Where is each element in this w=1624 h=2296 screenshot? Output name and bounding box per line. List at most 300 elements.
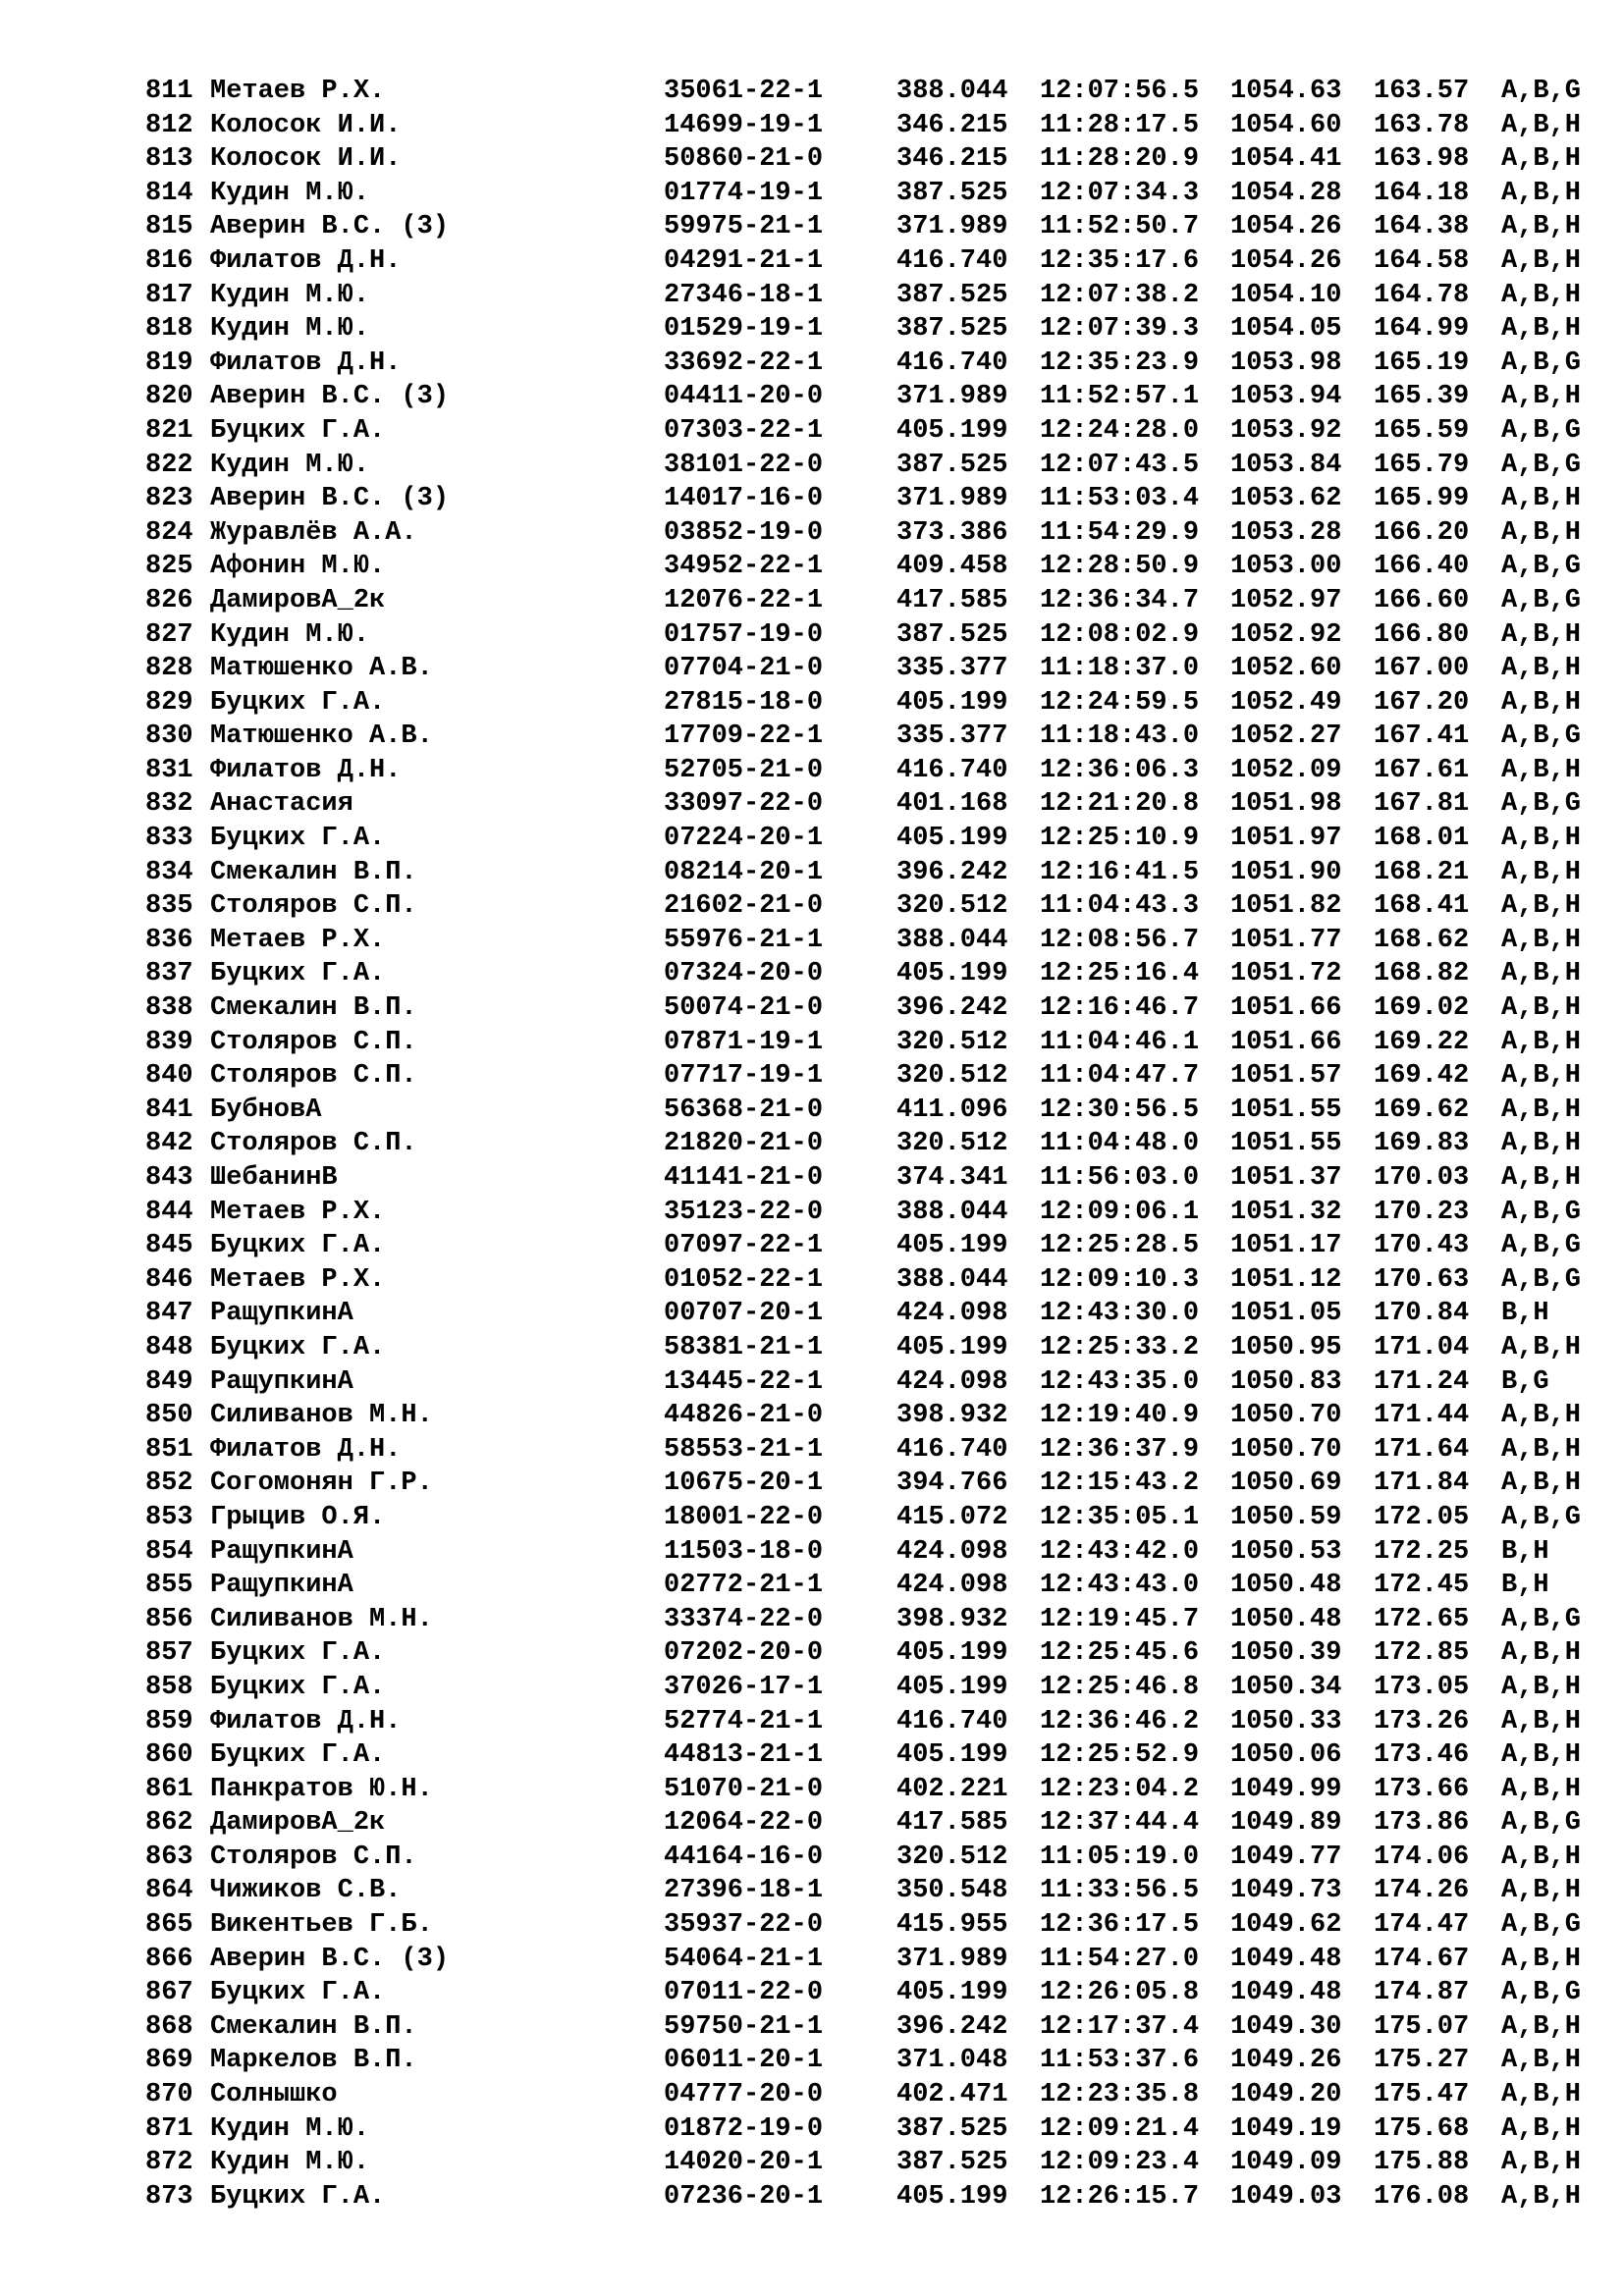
row-number: 856	[145, 1604, 193, 1634]
speed: 1053.62	[1230, 484, 1342, 514]
distance: 417.585	[896, 1808, 1008, 1839]
points: 174.67	[1374, 1944, 1470, 1974]
speed: 1051.66	[1230, 1027, 1342, 1057]
groups: A,B,H	[1501, 178, 1582, 208]
speed: 1050.06	[1230, 1740, 1342, 1771]
row-number: 835	[145, 891, 193, 922]
groups: A,B,G	[1501, 1502, 1582, 1532]
points: 167.61	[1374, 755, 1470, 785]
distance: 409.458	[896, 552, 1008, 582]
points: 169.83	[1374, 1129, 1470, 1159]
speed: 1050.59	[1230, 1502, 1342, 1532]
participant-name: РащупкинА	[210, 1299, 353, 1329]
groups: A,B,H	[1501, 280, 1582, 310]
participant-name: Смекалин В.П.	[210, 993, 417, 1024]
speed: 1051.82	[1230, 891, 1342, 922]
row-number: 858	[145, 1672, 193, 1702]
arrival-time: 12:36:17.5	[1040, 1910, 1200, 1941]
points: 165.19	[1374, 347, 1470, 378]
ring-code: 10675-20-1	[664, 1468, 824, 1499]
groups: A,B,G	[1501, 721, 1582, 752]
groups: B,H	[1501, 1299, 1549, 1329]
ring-code: 01757-19-0	[664, 619, 824, 650]
groups: A,B,H	[1501, 517, 1582, 548]
speed: 1052.49	[1230, 687, 1342, 718]
participant-name: Буцких Г.А.	[210, 824, 386, 854]
ring-code: 38101-22-0	[664, 450, 824, 480]
groups: A,B,H	[1501, 2148, 1582, 2178]
ring-code: 44164-16-0	[664, 1842, 824, 1872]
ring-code: 56368-21-0	[664, 1095, 824, 1125]
groups: A,B,H	[1501, 959, 1582, 989]
table-row	[145, 754, 1619, 788]
row-number: 869	[145, 2046, 193, 2076]
groups: A,B,H	[1501, 1706, 1582, 1736]
arrival-time: 12:25:28.5	[1040, 1231, 1200, 1261]
groups: A,B,H	[1501, 212, 1582, 242]
row-number: 817	[145, 280, 193, 310]
participant-name: Филатов Д.Н.	[210, 1706, 402, 1736]
ring-code: 07097-22-1	[664, 1231, 824, 1261]
speed: 1053.00	[1230, 552, 1342, 582]
arrival-time: 12:16:41.5	[1040, 857, 1200, 887]
distance: 346.215	[896, 110, 1008, 140]
distance: 405.199	[896, 687, 1008, 718]
participant-name: Аверин В.С. (3)	[210, 382, 450, 412]
row-number: 837	[145, 959, 193, 989]
groups: A,B,H	[1501, 619, 1582, 650]
speed: 1053.92	[1230, 415, 1342, 446]
arrival-time: 11:52:50.7	[1040, 212, 1200, 242]
ring-code: 52774-21-1	[664, 1706, 824, 1736]
distance: 388.044	[896, 1264, 1008, 1295]
distance: 320.512	[896, 1061, 1008, 1092]
distance: 335.377	[896, 654, 1008, 684]
speed: 1049.09	[1230, 2148, 1342, 2178]
arrival-time: 12:43:35.0	[1040, 1366, 1200, 1397]
groups: A,B,H	[1501, 1027, 1582, 1057]
arrival-time: 12:17:37.4	[1040, 2011, 1200, 2042]
distance: 416.740	[896, 245, 1008, 276]
groups: B,H	[1501, 1536, 1549, 1567]
speed: 1054.05	[1230, 314, 1342, 345]
speed: 1051.98	[1230, 789, 1342, 820]
participant-name: ДамировА_2к	[210, 1808, 386, 1839]
arrival-time: 11:53:37.6	[1040, 2046, 1200, 2076]
table-row	[145, 856, 1619, 890]
arrival-time: 12:08:02.9	[1040, 619, 1200, 650]
distance: 411.096	[896, 1095, 1008, 1125]
table-row	[145, 1196, 1619, 1230]
participant-name: Метаев Р.Х.	[210, 1197, 386, 1227]
table-row	[145, 2146, 1619, 2180]
row-number: 861	[145, 1774, 193, 1804]
ring-code: 12064-22-0	[664, 1808, 824, 1839]
arrival-time: 12:30:56.5	[1040, 1095, 1200, 1125]
participant-name: Матюшенко А.В.	[210, 721, 433, 752]
participant-name: Буцких Г.А.	[210, 415, 386, 446]
arrival-time: 12:21:20.8	[1040, 789, 1200, 820]
distance: 416.740	[896, 347, 1008, 378]
ring-code: 01529-19-1	[664, 314, 824, 345]
groups: A,B,H	[1501, 824, 1582, 854]
distance: 416.740	[896, 1434, 1008, 1465]
distance: 416.740	[896, 755, 1008, 785]
speed: 1051.12	[1230, 1264, 1342, 1295]
distance: 417.585	[896, 585, 1008, 615]
arrival-time: 12:37:44.4	[1040, 1808, 1200, 1839]
row-number: 836	[145, 925, 193, 955]
participant-name: ШебанинВ	[210, 1163, 338, 1193]
ring-code: 58553-21-1	[664, 1434, 824, 1465]
points: 175.88	[1374, 2148, 1470, 2178]
groups: A,B,H	[1501, 110, 1582, 140]
arrival-time: 11:54:29.9	[1040, 517, 1200, 548]
groups: A,B,H	[1501, 144, 1582, 175]
points: 168.01	[1374, 824, 1470, 854]
points: 170.03	[1374, 1163, 1470, 1193]
participant-name: Маркелов В.П.	[210, 2046, 417, 2076]
row-number: 828	[145, 654, 193, 684]
table-row	[145, 1501, 1619, 1535]
points: 172.45	[1374, 1571, 1470, 1601]
speed: 1050.39	[1230, 1638, 1342, 1669]
row-number: 813	[145, 144, 193, 175]
arrival-time: 12:16:46.7	[1040, 993, 1200, 1024]
points: 169.42	[1374, 1061, 1470, 1092]
points: 164.18	[1374, 178, 1470, 208]
speed: 1051.32	[1230, 1197, 1342, 1227]
participant-name: Метаев Р.Х.	[210, 1264, 386, 1295]
arrival-time: 12:36:06.3	[1040, 755, 1200, 785]
table-row	[145, 1841, 1619, 1875]
row-number: 850	[145, 1401, 193, 1431]
ring-code: 04777-20-0	[664, 2080, 824, 2110]
row-number: 866	[145, 1944, 193, 1974]
ring-code: 59750-21-1	[664, 2011, 824, 2042]
distance: 396.242	[896, 857, 1008, 887]
table-row	[145, 1943, 1619, 1977]
table-row	[145, 482, 1619, 516]
ring-code: 04411-20-0	[664, 382, 824, 412]
participant-name: Смекалин В.П.	[210, 857, 417, 887]
arrival-time: 12:35:17.6	[1040, 245, 1200, 276]
ring-code: 07704-21-0	[664, 654, 824, 684]
points: 167.81	[1374, 789, 1470, 820]
speed: 1054.26	[1230, 245, 1342, 276]
row-number: 844	[145, 1197, 193, 1227]
groups: A,B,H	[1501, 245, 1582, 276]
ring-code: 50074-21-0	[664, 993, 824, 1024]
distance: 387.525	[896, 2148, 1008, 2178]
groups: A,B,H	[1501, 1672, 1582, 1702]
speed: 1054.28	[1230, 178, 1342, 208]
arrival-time: 11:53:03.4	[1040, 484, 1200, 514]
speed: 1051.72	[1230, 959, 1342, 989]
table-row	[145, 957, 1619, 991]
row-number: 848	[145, 1332, 193, 1362]
points: 165.99	[1374, 484, 1470, 514]
arrival-time: 11:52:57.1	[1040, 382, 1200, 412]
points: 173.66	[1374, 1774, 1470, 1804]
table-row	[145, 1127, 1619, 1161]
arrival-time: 11:04:48.0	[1040, 1129, 1200, 1159]
row-number: 839	[145, 1027, 193, 1057]
distance: 402.221	[896, 1774, 1008, 1804]
row-number: 820	[145, 382, 193, 412]
distance: 371.989	[896, 1944, 1008, 1974]
ring-code: 21820-21-0	[664, 1129, 824, 1159]
distance: 405.199	[896, 1978, 1008, 2008]
distance: 415.072	[896, 1502, 1008, 1532]
groups: A,B,G	[1501, 415, 1582, 446]
groups: A,B,G	[1501, 552, 1582, 582]
speed: 1052.09	[1230, 755, 1342, 785]
points: 171.24	[1374, 1366, 1470, 1397]
table-row	[145, 210, 1619, 244]
participant-name: Кудин М.Ю.	[210, 619, 370, 650]
groups: A,B,H	[1501, 1434, 1582, 1465]
table-row	[145, 1059, 1619, 1094]
ring-code: 35061-22-1	[664, 77, 824, 106]
points: 163.57	[1374, 77, 1470, 106]
ring-code: 14017-16-0	[664, 484, 824, 514]
groups: A,B,H	[1501, 1740, 1582, 1771]
ring-code: 34952-22-1	[664, 552, 824, 582]
distance: 405.199	[896, 415, 1008, 446]
distance: 388.044	[896, 1197, 1008, 1227]
speed: 1054.10	[1230, 280, 1342, 310]
ring-code: 01774-19-1	[664, 178, 824, 208]
table-row	[145, 822, 1619, 856]
table-row	[145, 1535, 1619, 1570]
arrival-time: 12:43:43.0	[1040, 1571, 1200, 1601]
row-number: 871	[145, 2113, 193, 2144]
groups: A,B,G	[1501, 1197, 1582, 1227]
groups: A,B,H	[1501, 382, 1582, 412]
arrival-time: 12:08:56.7	[1040, 925, 1200, 955]
speed: 1053.28	[1230, 517, 1342, 548]
arrival-time: 12:19:40.9	[1040, 1401, 1200, 1431]
table-row	[145, 1229, 1619, 1263]
row-number: 857	[145, 1638, 193, 1669]
row-number: 815	[145, 212, 193, 242]
groups: A,B,H	[1501, 1332, 1582, 1362]
participant-name: Столяров С.П.	[210, 891, 417, 922]
participant-name: РащупкинА	[210, 1571, 353, 1601]
table-row	[145, 2010, 1619, 2045]
row-number: 846	[145, 1264, 193, 1295]
table-row	[145, 177, 1619, 211]
groups: A,B,H	[1501, 1401, 1582, 1431]
points: 168.21	[1374, 857, 1470, 887]
row-number: 824	[145, 517, 193, 548]
points: 164.58	[1374, 245, 1470, 276]
points: 167.20	[1374, 687, 1470, 718]
participant-name: Столяров С.П.	[210, 1842, 417, 1872]
table-row	[145, 2180, 1619, 2215]
participant-name: Панкратов Ю.Н.	[210, 1774, 433, 1804]
speed: 1053.84	[1230, 450, 1342, 480]
speed: 1051.05	[1230, 1299, 1342, 1329]
table-row	[145, 380, 1619, 414]
speed: 1052.92	[1230, 619, 1342, 650]
table-row	[145, 618, 1619, 653]
groups: A,B,G	[1501, 1604, 1582, 1634]
distance: 396.242	[896, 2011, 1008, 2042]
row-number: 812	[145, 110, 193, 140]
points: 170.63	[1374, 1264, 1470, 1295]
row-number: 834	[145, 857, 193, 887]
arrival-time: 12:28:50.9	[1040, 552, 1200, 582]
row-number: 821	[145, 415, 193, 446]
row-number: 865	[145, 1910, 193, 1941]
distance: 396.242	[896, 993, 1008, 1024]
participant-name: Столяров С.П.	[210, 1027, 417, 1057]
ring-code: 21602-21-0	[664, 891, 824, 922]
participant-name: Колосок И.И.	[210, 144, 402, 175]
arrival-time: 11:56:03.0	[1040, 1163, 1200, 1193]
groups: A,B,H	[1501, 2080, 1582, 2110]
participant-name: Метаев Р.Х.	[210, 925, 386, 955]
participant-name: Аверин В.С. (3)	[210, 484, 450, 514]
points: 166.40	[1374, 552, 1470, 582]
row-number: 811	[145, 77, 193, 106]
ring-code: 08214-20-1	[664, 857, 824, 887]
arrival-time: 12:19:45.7	[1040, 1604, 1200, 1634]
ring-code: 07224-20-1	[664, 824, 824, 854]
table-row	[145, 1773, 1619, 1807]
distance: 320.512	[896, 1129, 1008, 1159]
row-number: 818	[145, 314, 193, 345]
row-number: 842	[145, 1129, 193, 1159]
groups: A,B,H	[1501, 1061, 1582, 1092]
arrival-time: 12:09:06.1	[1040, 1197, 1200, 1227]
distance: 387.525	[896, 280, 1008, 310]
speed: 1052.27	[1230, 721, 1342, 752]
points: 164.38	[1374, 212, 1470, 242]
groups: A,B,H	[1501, 1129, 1582, 1159]
groups: A,B,H	[1501, 2181, 1582, 2212]
participant-name: Буцких Г.А.	[210, 687, 386, 718]
ring-code: 52705-21-0	[664, 755, 824, 785]
arrival-time: 11:54:27.0	[1040, 1944, 1200, 1974]
arrival-time: 12:35:23.9	[1040, 347, 1200, 378]
speed: 1051.66	[1230, 993, 1342, 1024]
groups: A,B,H	[1501, 2011, 1582, 2042]
speed: 1050.83	[1230, 1366, 1342, 1397]
ring-code: 27396-18-1	[664, 1876, 824, 1906]
table-row	[145, 1399, 1619, 1433]
distance: 371.989	[896, 382, 1008, 412]
speed: 1050.95	[1230, 1332, 1342, 1362]
row-number: 832	[145, 789, 193, 820]
participant-name: Солнышко	[210, 2080, 338, 2110]
points: 173.26	[1374, 1706, 1470, 1736]
participant-name: Смекалин В.П.	[210, 2011, 417, 2042]
speed: 1050.48	[1230, 1571, 1342, 1601]
participant-name: Викентьев Г.Б.	[210, 1910, 433, 1941]
row-number: 872	[145, 2148, 193, 2178]
speed: 1049.62	[1230, 1910, 1342, 1941]
speed: 1049.30	[1230, 2011, 1342, 2042]
ring-code: 50860-21-0	[664, 144, 824, 175]
table-row	[145, 244, 1619, 279]
distance: 405.199	[896, 1231, 1008, 1261]
ring-code: 00707-20-1	[664, 1299, 824, 1329]
distance: 374.341	[896, 1163, 1008, 1193]
participant-name: Филатов Д.Н.	[210, 245, 402, 276]
distance: 415.955	[896, 1910, 1008, 1941]
row-number: 864	[145, 1876, 193, 1906]
points: 166.80	[1374, 619, 1470, 650]
distance: 320.512	[896, 1027, 1008, 1057]
participant-name: Кудин М.Ю.	[210, 314, 370, 345]
arrival-time: 12:36:34.7	[1040, 585, 1200, 615]
distance: 394.766	[896, 1468, 1008, 1499]
row-number: 840	[145, 1061, 193, 1092]
distance: 405.199	[896, 1332, 1008, 1362]
participant-name: Журавлёв А.А.	[210, 517, 417, 548]
speed: 1049.20	[1230, 2080, 1342, 2110]
row-number: 854	[145, 1536, 193, 1567]
table-row	[145, 686, 1619, 721]
groups: A,B,H	[1501, 2113, 1582, 2144]
arrival-time: 12:09:23.4	[1040, 2148, 1200, 2178]
participant-name: Матюшенко А.В.	[210, 654, 433, 684]
groups: A,B,G	[1501, 1978, 1582, 2008]
points: 174.47	[1374, 1910, 1470, 1941]
table-row	[145, 142, 1619, 177]
row-number: 870	[145, 2080, 193, 2110]
row-number: 849	[145, 1366, 193, 1397]
distance: 387.525	[896, 314, 1008, 345]
groups: A,B,H	[1501, 857, 1582, 887]
speed: 1050.33	[1230, 1706, 1342, 1736]
participant-name: Буцких Г.А.	[210, 1231, 386, 1261]
participant-name: Анастасия	[210, 789, 353, 820]
speed: 1054.26	[1230, 212, 1342, 242]
arrival-time: 12:07:38.2	[1040, 280, 1200, 310]
participant-name: Метаев Р.Х.	[210, 77, 386, 106]
speed: 1051.37	[1230, 1163, 1342, 1193]
groups: A,B,H	[1501, 314, 1582, 345]
table-row	[145, 1026, 1619, 1060]
arrival-time: 12:36:37.9	[1040, 1434, 1200, 1465]
points: 169.02	[1374, 993, 1470, 1024]
ring-code: 06011-20-1	[664, 2046, 824, 2076]
arrival-time: 11:04:47.7	[1040, 1061, 1200, 1092]
distance: 401.168	[896, 789, 1008, 820]
participant-name: Чижиков С.В.	[210, 1876, 402, 1906]
distance: 373.386	[896, 517, 1008, 548]
participant-name: Буцких Г.А.	[210, 1978, 386, 2008]
participant-name: Афонин М.Ю.	[210, 552, 386, 582]
row-number: 843	[145, 1163, 193, 1193]
arrival-time: 11:28:17.5	[1040, 110, 1200, 140]
points: 168.62	[1374, 925, 1470, 955]
table-row	[145, 516, 1619, 551]
points: 171.44	[1374, 1401, 1470, 1431]
ring-code: 12076-22-1	[664, 585, 824, 615]
groups: A,B,H	[1501, 1842, 1582, 1872]
participant-name: РащупкинА	[210, 1536, 353, 1567]
row-number: 841	[145, 1095, 193, 1125]
table-row	[145, 889, 1619, 924]
participant-name: Буцких Г.А.	[210, 1638, 386, 1669]
arrival-time: 12:26:05.8	[1040, 1978, 1200, 2008]
points: 172.25	[1374, 1536, 1470, 1567]
